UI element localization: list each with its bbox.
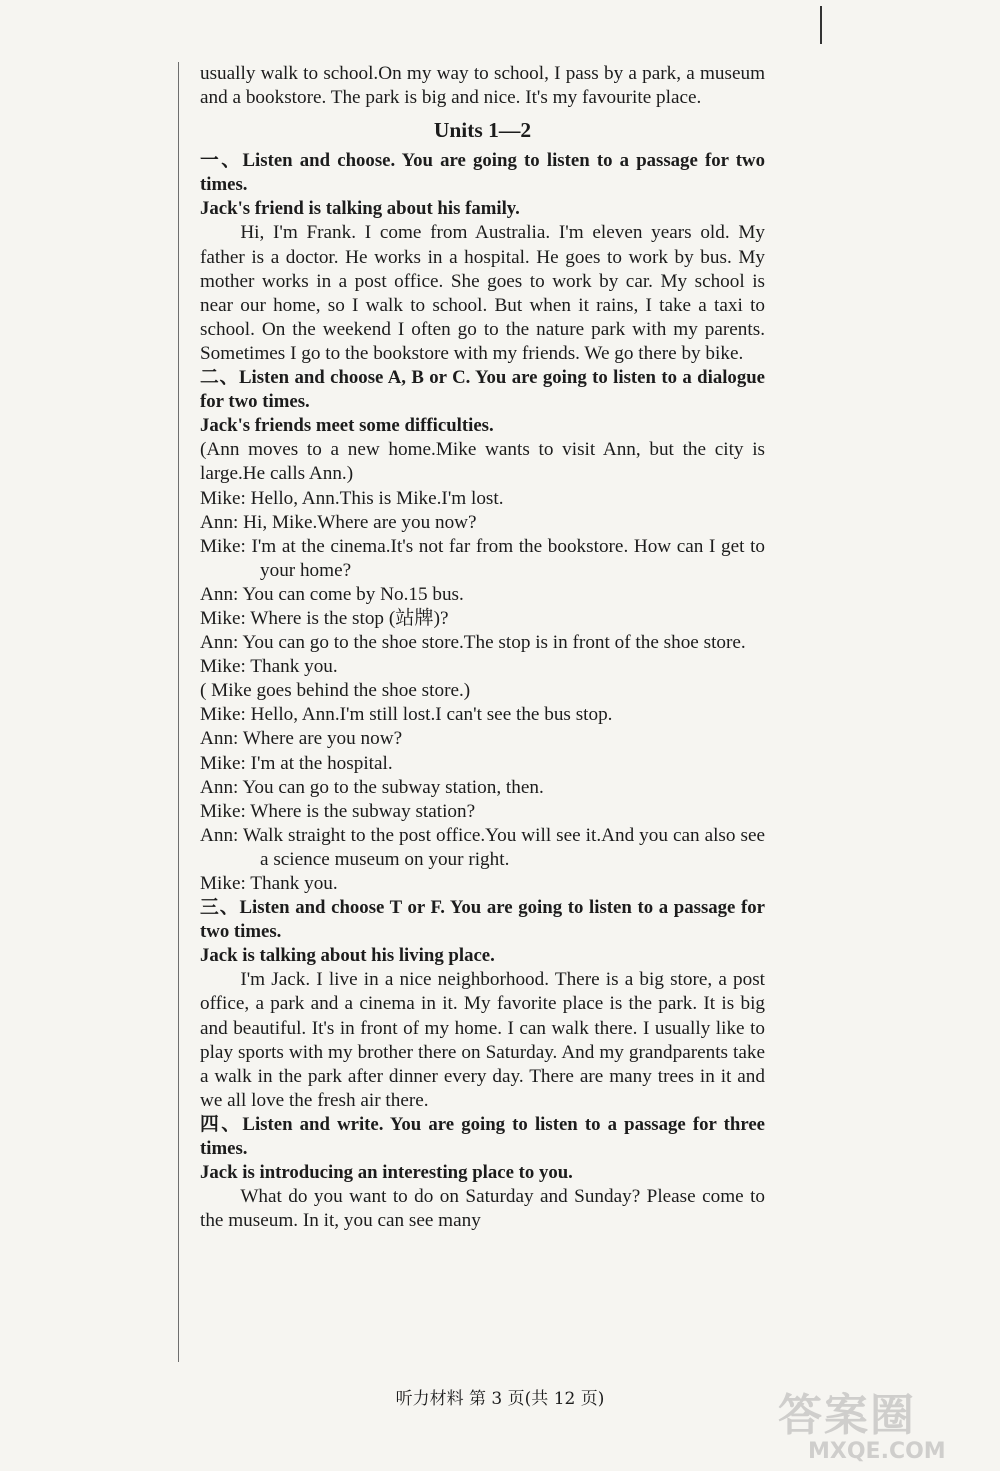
dialogue-line: Mike: Thank you. xyxy=(200,656,338,678)
section4-passage: What do you want to do on Saturday and Sunday? Please come to the museum. In it, you can see many xyxy=(200,1186,765,1232)
dialogue-line: Ann: You can go to the subway station, then. xyxy=(200,776,544,798)
watermark-url: MXQE.COM xyxy=(808,1439,946,1464)
section3-passage: I'm Jack. I live in a nice neighborhood. There is a big store, a post office, a park and a cinema in it. My favorite place is the park. It is big and beautiful. It's in front of my home. I can walk there. I usually like to play sports with my brother there on Saturday. And my grandparents take a walk in the park after dinner every day. There are many trees in it and we all love the fresh air there. xyxy=(200,969,765,1111)
section1-heading: 一、Listen and choose. You are going to listen to a passage for two times. xyxy=(200,150,765,196)
dialogue-note: (Ann moves to a new home.Mike wants to visit Ann, but the city is large.He calls Ann.) xyxy=(200,439,765,485)
page-content xyxy=(200,62,765,1233)
margin-rule xyxy=(178,62,179,1362)
dialogue-line: Ann: Hi, Mike.Where are you now? xyxy=(200,511,477,533)
dialogue-line: Mike: Where is the stop (站牌)? xyxy=(200,607,449,629)
section3-heading: 三、Listen and choose T or F. You are going to listen to a passage for two times. xyxy=(200,897,765,943)
dialogue-line: Mike: I'm at the hospital. xyxy=(200,752,393,774)
dialogue-line: Mike: Where is the subway station? xyxy=(200,800,476,822)
dialogue-line: Ann: Where are you now? xyxy=(200,728,403,750)
scan-edge-mark xyxy=(820,6,822,44)
watermark-logo-text: 答案圈 xyxy=(778,1390,916,1441)
section3-subheading: Jack is talking about his living place. xyxy=(200,945,495,967)
watermark-logo xyxy=(778,1392,978,1462)
dialogue-line: Mike: I'm at the cinema.It's not far from the bookstore. How can I get to your home? xyxy=(200,535,765,581)
dialogue-line: Mike: Hello, Ann.I'm still lost.I can't see the bus stop. xyxy=(200,704,613,726)
dialogue-line: Mike: Hello, Ann.This is Mike.I'm lost. xyxy=(200,487,504,509)
section2-heading: 二、Listen and choose A, B or C. You are going to listen to a dialogue for two times. xyxy=(200,367,765,413)
intro-paragraph: usually walk to school.On my way to school, I pass by a park, a museum and a bookstore. The park is big and nice. It's my favourite place. xyxy=(200,63,765,109)
section1-subheading: Jack's friend is talking about his family. xyxy=(200,198,520,220)
dialogue-line: Mike: Thank you. xyxy=(200,873,338,894)
section2-subheading: Jack's friends meet some difficulties. xyxy=(200,415,494,437)
section4-heading: 四、Listen and write. You are going to listen to a passage for three times. xyxy=(200,1113,765,1160)
dialogue-note: ( Mike goes behind the shoe store.) xyxy=(200,680,471,702)
page-footer: 听力材料 第 3 页(共 12 页) xyxy=(395,1389,605,1409)
section1-passage: Hi, I'm Frank. I come from Australia. I'm eleven years old. My father is a doctor. He works in a hospital. He goes to work by bus. My mother works in a post office. She goes to work by car. My school is near our home, so I walk to school. But when it rains, I take a taxi to school. On the weekend I often go to the nature park with my parents. Sometimes I go to the bookstore with my friends. We go there by bike. xyxy=(200,222,765,364)
dialogue-line: Ann: You can go to the shoe store.The stop is in front of the shoe store. xyxy=(200,632,746,654)
units-title: Units 1—2 xyxy=(433,118,532,143)
dialogue-line: Ann: You can come by No.15 bus. xyxy=(200,583,464,605)
section4-subheading: Jack is introducing an interesting place to you. xyxy=(200,1162,573,1184)
dialogue-line: Ann: Walk straight to the post office.You will see it.And you can also see a science museum on your right. xyxy=(200,824,765,870)
